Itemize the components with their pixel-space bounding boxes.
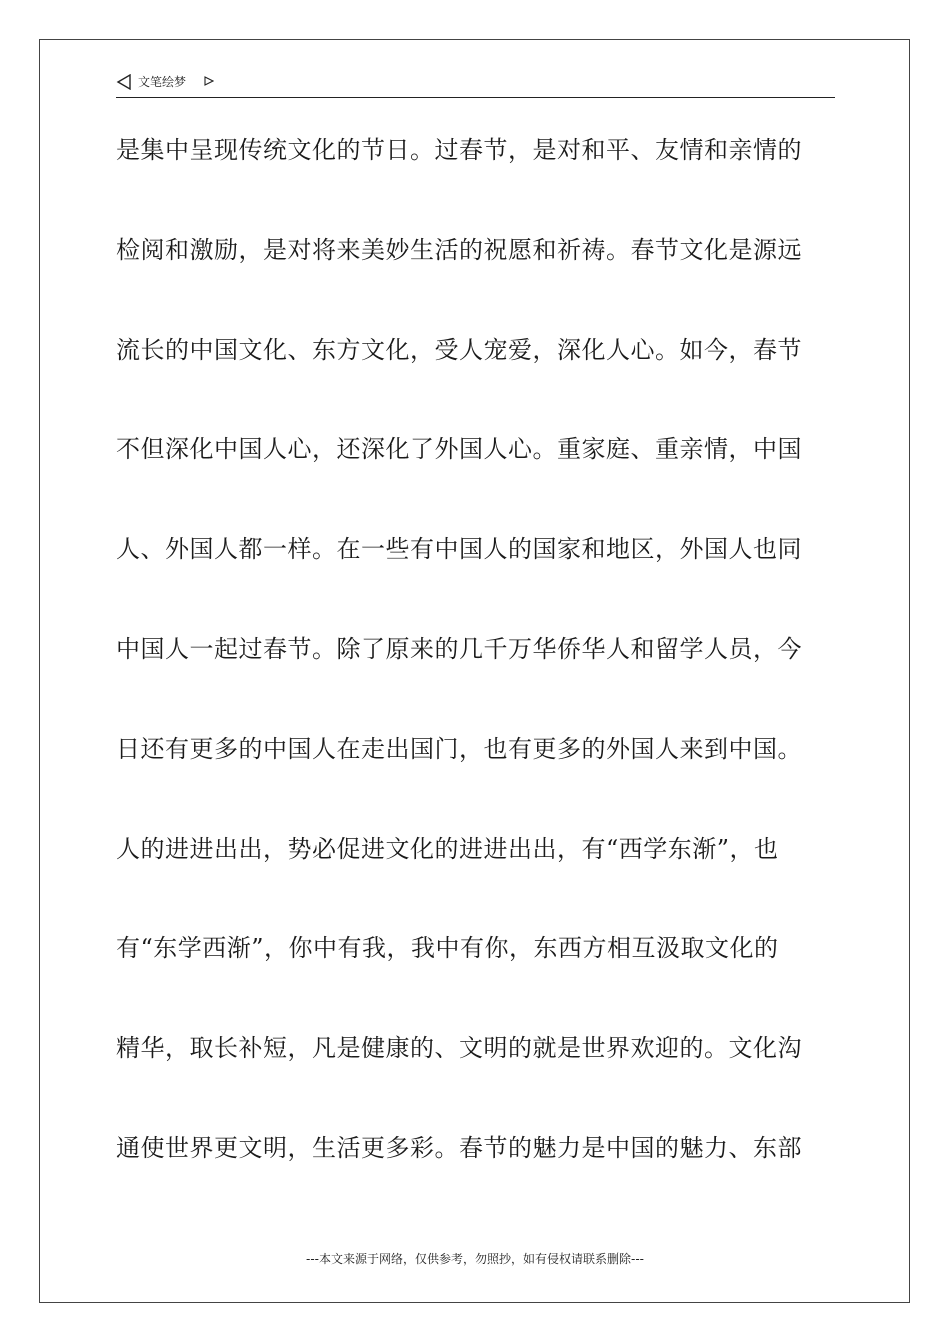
document-body xyxy=(116,130,835,1228)
text-line: 日还有更多的中国人在走出国门，也有更多的外国人来到中国。 xyxy=(116,734,802,763)
text-line: 中国人一起过春节。除了原来的几千万华侨华人和留学人员，今 xyxy=(116,634,802,663)
text-line: 检阅和激励，是对将来美妙生活的祝愿和祈祷。春节文化是源远 xyxy=(116,235,802,264)
triangle-right-icon xyxy=(204,76,214,86)
triangle-left-icon xyxy=(116,74,132,90)
text-line: 人的进进出出，势必促进文化的进进出出，有“西学东渐”，也 xyxy=(116,834,779,863)
text-line: 不但深化中国人心，还深化了外国人心。重家庭、重亲情，中国 xyxy=(116,435,802,464)
page-header xyxy=(116,72,835,98)
text-line: 通使世界更文明，生活更多彩。春节的魅力是中国的魅力、东部 xyxy=(116,1133,802,1162)
text-line: 有“东学西渐”，你中有我，我中有你，东西方相互汲取文化的 xyxy=(116,934,779,963)
text-line: 人、外国人都一样。在一些有中国人的国家和地区，外国人也同 xyxy=(116,535,802,564)
header-title: 文笔绘梦 xyxy=(138,75,187,89)
text-line: 流长的中国文化、东方文化，受人宠爱，深化人心。如今，春节 xyxy=(116,335,802,364)
text-line: 精华，取长补短，凡是健康的、文明的就是世界欢迎的。文化沟 xyxy=(116,1034,802,1063)
text-line: 是集中呈现传统文化的节日。过春节，是对和平、友情和亲情的 xyxy=(116,136,802,164)
footer-disclaimer: ---本文来源于网络，仅供参考，勿照抄，如有侵权请联系删除--- xyxy=(306,1252,644,1266)
